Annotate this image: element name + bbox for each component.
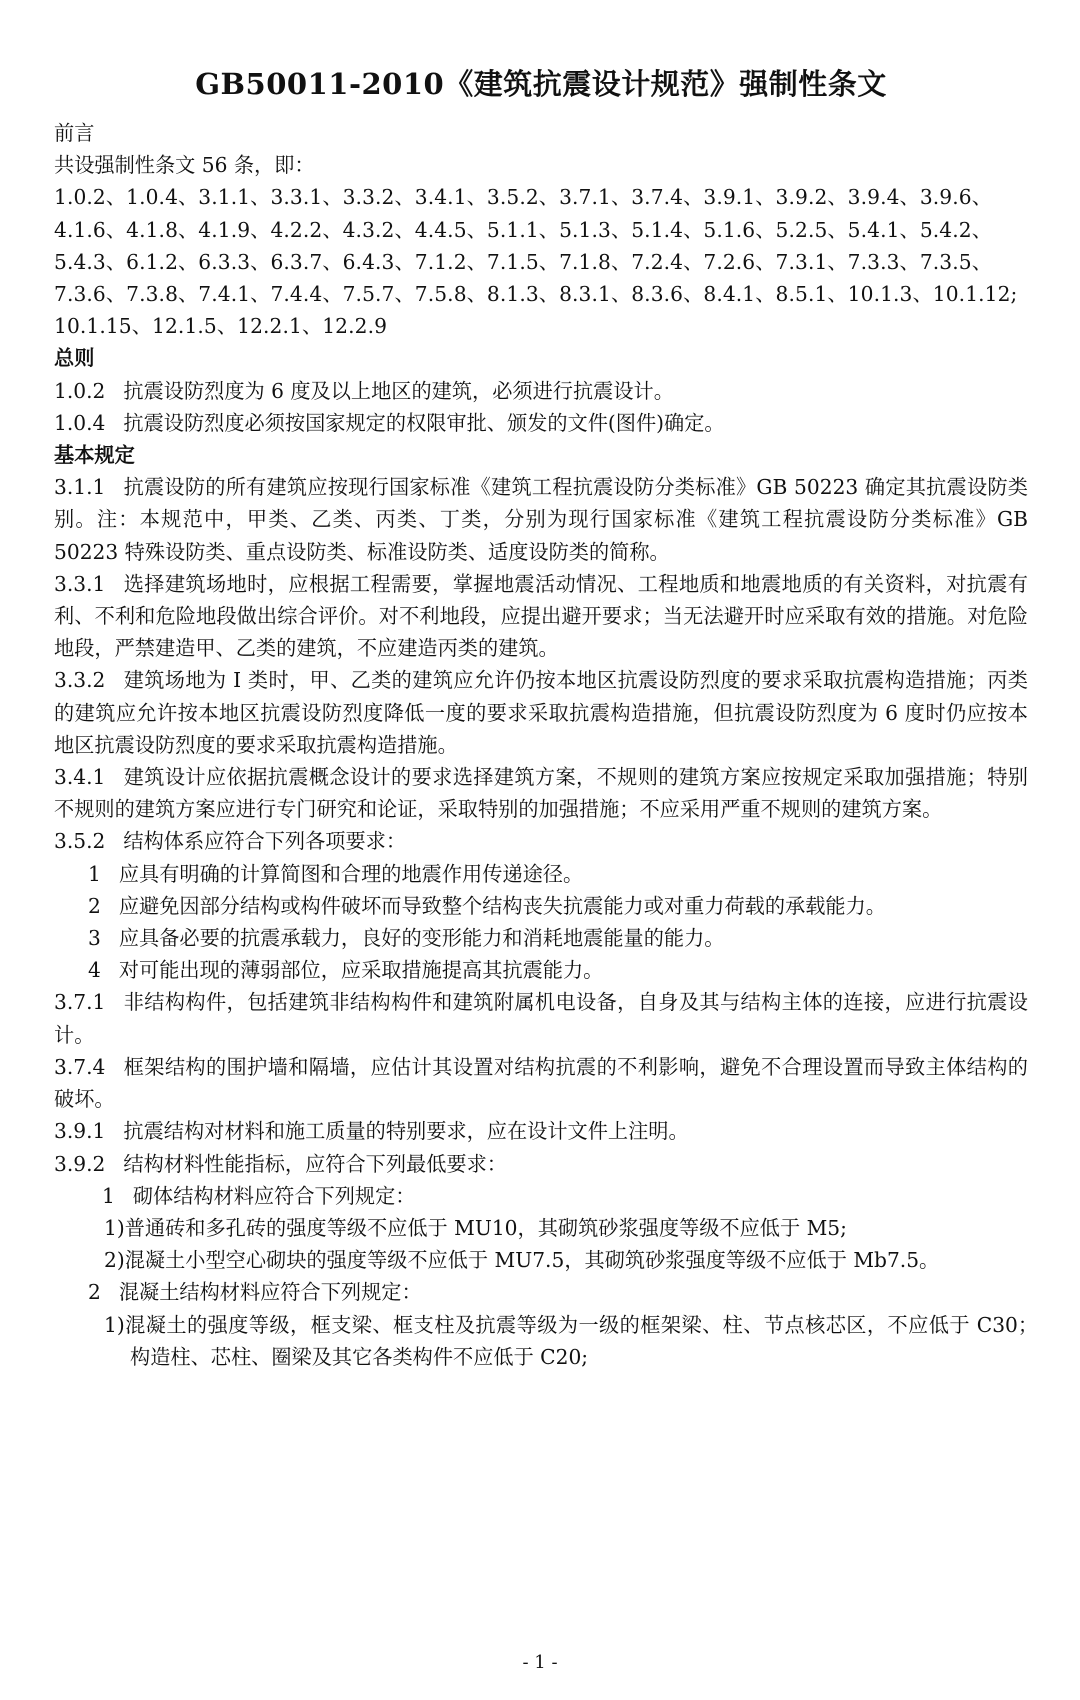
section-heading-general: 总则 — [54, 346, 95, 371]
clause-3-3-1 — [54, 568, 1028, 665]
list-item — [54, 890, 1028, 922]
clause-1-0-4 — [54, 407, 1028, 439]
clause-3-7-1 — [54, 986, 1028, 1050]
clause-number: 3.7.1 — [54, 990, 106, 1015]
sub-item-text: 普通砖和多孔砖的强度等级不应低于 MU10，其砌筑砂浆强度等级不应低于 M5; — [124, 1215, 847, 1240]
clause-code-list-line: 4.1.6、4.1.8、4.1.9、4.2.2、4.3.2、4.4.5、5.1.1、5.1.3、5.1.4、5.1.6、5.2.5、5.4.1、5.4.2、 — [54, 217, 992, 242]
clause-number: 3.9.1 — [54, 1119, 106, 1144]
clause-3-9-2 — [54, 1148, 1028, 1180]
item-text: 应具有明确的计算简图和合理的地震作用传递途径。 — [118, 861, 584, 886]
item-text: 应具备必要的抗震承载力，良好的变形能力和消耗地震能量的能力。 — [118, 926, 725, 951]
sub-item-number: 2) — [104, 1248, 125, 1273]
item-number: 1 — [102, 1183, 115, 1208]
clause-text: 非结构构件，包括建筑非结构构件和建筑附属机电设备，自身及其与结构主体的连接，应进行抗震设计。 — [54, 990, 1028, 1047]
clause-number: 3.1.1 — [54, 475, 106, 500]
clause-text: 选择建筑场地时，应根据工程需要，掌握地震活动情况、工程地质和地震地质的有关资料，对抗震有利、不利和危险地段做出综合评价。对不利地段，应提出避开要求；当无法避开时应采取有效的措施。对危险地段，严禁建造甲、乙类的建筑，不应建造丙类的建筑。 — [54, 571, 1028, 661]
item-number: 3 — [88, 926, 101, 951]
clause-text: 建筑设计应依据抗震概念设计的要求选择建筑方案，不规则的建筑方案应按规定采取加强措施；特别不规则的建筑方案应进行专门研究和论证，采取特别的加强措施；不应采用严重不规则的建筑方案。 — [54, 765, 1028, 822]
clause-code-list-line: 10.1.15、12.1.5、12.2.1、12.2.9 — [54, 314, 388, 339]
sub-item-text: 混凝土小型空心砌块的强度等级不应低于 MU7.5，其砌筑砂浆强度等级不应低于 Mb7.5。 — [124, 1248, 940, 1273]
clause-text: 结构体系应符合下列各项要求： — [123, 829, 407, 854]
list-item — [54, 922, 1028, 954]
item-number: 2 — [88, 1280, 101, 1305]
item-text: 混凝土结构材料应符合下列规定： — [118, 1280, 422, 1305]
clause-code-list-line: 7.3.6、7.3.8、7.4.1、7.4.4、7.5.7、7.5.8、8.1.3、8.3.1、8.3.6、8.4.1、8.5.1、10.1.3、10.1.12; — [54, 282, 1018, 307]
sub-item-number: 1) — [104, 1215, 125, 1240]
item-text: 砌体结构材料应符合下列规定： — [132, 1183, 416, 1208]
item-number: 4 — [88, 958, 101, 983]
sub-item-text: 混凝土的强度等级，框支梁、框支柱及抗震等级为一级的框架梁、柱、节点核芯区，不应低于 C30； 构造柱、芯柱、圈梁及其它各类构件不应低于 C20; — [124, 1312, 1049, 1369]
clause-number: 3.9.2 — [54, 1151, 106, 1176]
sub-item-number: 1) — [104, 1312, 125, 1337]
clause-3-1-1 — [54, 471, 1028, 568]
list-item — [54, 858, 1028, 890]
clause-number: 3.7.4 — [54, 1054, 106, 1079]
clause-text: 抗震设防烈度为 6 度及以上地区的建筑，必须进行抗震设计。 — [123, 378, 674, 403]
page-number: - 1 - — [522, 1652, 558, 1673]
clause-code-list-line: 5.4.3、6.1.2、6.3.3、6.3.7、6.4.3、7.1.2、7.1.5、7.1.8、7.2.4、7.2.6、7.3.1、7.3.3、7.3.5、 — [54, 249, 992, 274]
clause-text: 建筑场地为 I 类时，甲、乙类的建筑应允许仍按本地区抗震设防烈度的要求采取抗震构造措施；丙类的建筑应允许按本地区抗震设防烈度降低一度的要求采取抗震构造措施，但抗震设防烈度为 6 度时仍应按本地区抗震设防烈度的要求采取抗震构造措施。 — [54, 668, 1028, 757]
list-item — [54, 954, 1028, 986]
clause-number: 3.5.2 — [54, 829, 106, 854]
clause-3-5-2 — [54, 825, 1028, 857]
clause-number: 3.3.2 — [54, 668, 106, 693]
clause-text: 结构材料性能指标，应符合下列最低要求： — [123, 1151, 507, 1176]
clause-number: 1.0.2 — [54, 378, 106, 403]
clause-1-0-2 — [54, 375, 1028, 407]
preface-intro: 共设强制性条文 56 条，即： — [54, 153, 315, 178]
clause-number: 3.3.1 — [54, 571, 106, 596]
clause-3-4-1 — [54, 761, 1028, 825]
clause-3-7-4 — [54, 1051, 1028, 1115]
list-item — [54, 1276, 1028, 1308]
list-item — [54, 1180, 1028, 1212]
clause-number: 3.4.1 — [54, 765, 106, 790]
clause-3-9-1 — [54, 1115, 1028, 1147]
page-title: GB50011-2010《建筑抗震设计规范》强制性条文 — [195, 67, 887, 101]
sub-item — [54, 1309, 1049, 1373]
item-text: 对可能出现的薄弱部位，应采取措施提高其抗震能力。 — [118, 958, 604, 983]
clause-number: 1.0.4 — [54, 410, 106, 435]
clause-text: 抗震结构对材料和施工质量的特别要求，应在设计文件上注明。 — [123, 1119, 689, 1144]
sub-item — [54, 1244, 1028, 1276]
clause-code-list-line: 1.0.2、1.0.4、3.1.1、3.3.1、3.3.2、3.4.1、3.5.2、3.7.1、3.7.4、3.9.1、3.9.2、3.9.4、3.9.6、 — [54, 185, 992, 210]
item-number: 1 — [88, 861, 101, 886]
item-number: 2 — [88, 893, 101, 918]
clause-text: 框架结构的围护墙和隔墙，应估计其设置对结构抗震的不利影响，避免不合理设置而导致主体结构的破坏。 — [54, 1054, 1028, 1112]
item-text: 应避免因部分结构或构件破坏而导致整个结构丧失抗震能力或对重力荷载的承载能力。 — [118, 893, 886, 918]
clause-3-3-2 — [54, 664, 1028, 761]
preface-heading: 前言 — [54, 121, 95, 145]
clause-text: 抗震设防的所有建筑应按现行国家标准《建筑工程抗震设防分类标准》GB 50223 确定其抗震设防类别。注：本规范中，甲类、乙类、丙类、丁类，分别为现行国家标准《建筑工程抗震设防分类标准》GB 50223 特殊设防类、重点设防类、标准设防类、适度设防类的简称。 — [54, 475, 1028, 564]
clause-text: 抗震设防烈度必须按国家规定的权限审批、颁发的文件(图件)确定。 — [123, 410, 725, 435]
section-heading-basic: 基本规定 — [54, 443, 135, 468]
sub-item — [54, 1212, 1028, 1244]
